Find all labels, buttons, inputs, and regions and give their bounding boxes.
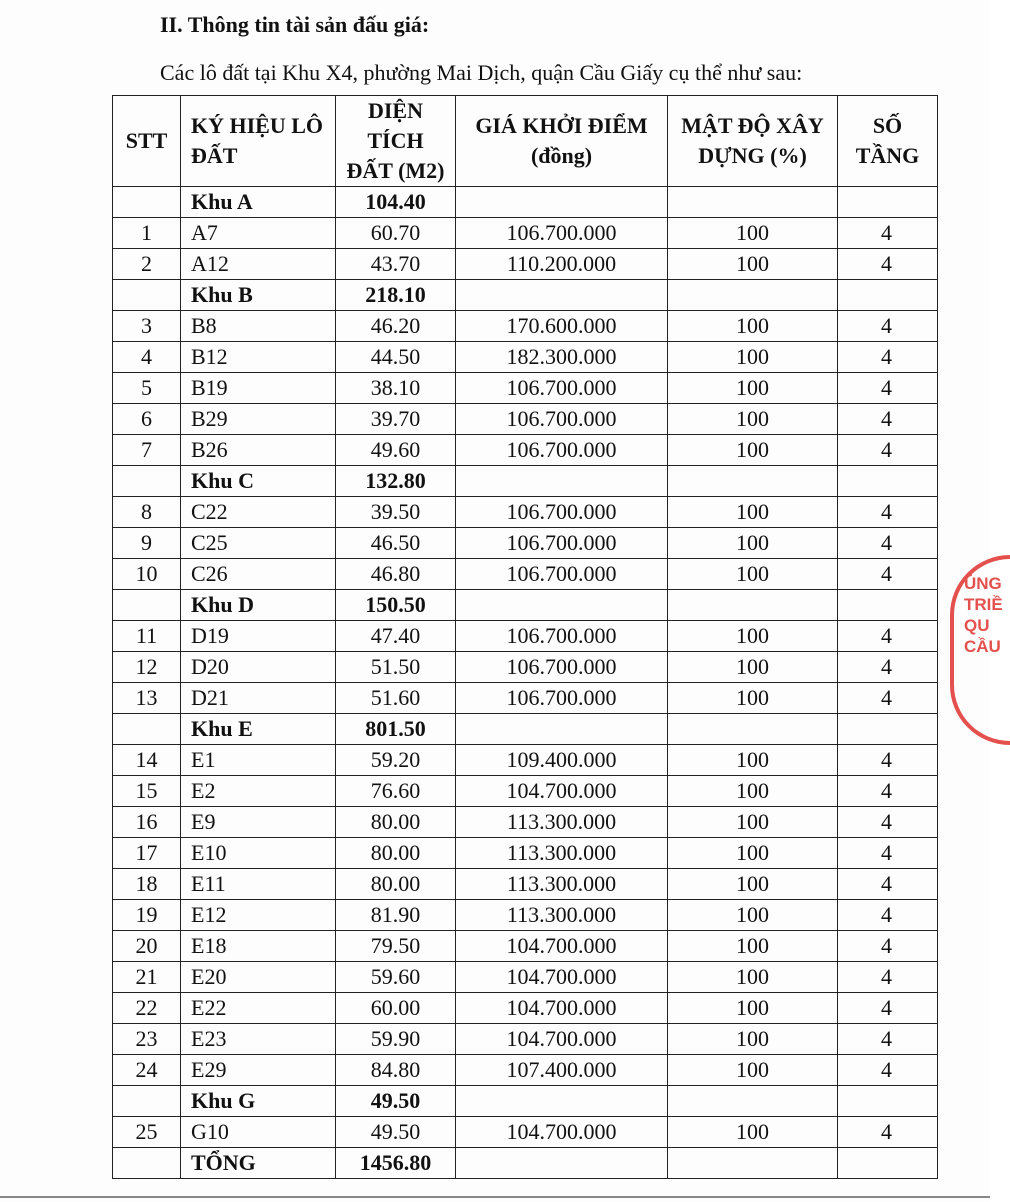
table-row: [113, 745, 938, 776]
table-row: [113, 1117, 938, 1148]
auction-assets-table: [112, 95, 938, 1179]
cell-lot-code: E1: [181, 745, 336, 776]
cell-building-density: 100: [668, 621, 838, 652]
cell-floors: 4: [838, 931, 938, 962]
cell-land-area: 46.20: [336, 311, 456, 342]
cell-lot-code: A12: [181, 249, 336, 280]
cell-stt: [113, 1086, 181, 1117]
table-row: [113, 342, 938, 373]
cell-lot-code: E20: [181, 962, 336, 993]
cell-stt: 2: [113, 249, 181, 280]
cell-starting-price: 106.700.000: [456, 497, 668, 528]
cell-starting-price: 106.700.000: [456, 559, 668, 590]
cell-building-density: 100: [668, 869, 838, 900]
cell-building-density: 100: [668, 528, 838, 559]
cell-lot-code: E2: [181, 776, 336, 807]
cell-floors: 4: [838, 621, 938, 652]
zone-row: [113, 280, 938, 311]
cell-building-density: 100: [668, 435, 838, 466]
cell-starting-price: 104.700.000: [456, 962, 668, 993]
cell-building-density: 100: [668, 652, 838, 683]
cell-land-area: 51.50: [336, 652, 456, 683]
cell-stt: 10: [113, 559, 181, 590]
cell-stt: 24: [113, 1055, 181, 1086]
cell-floors: 4: [838, 776, 938, 807]
cell-lot-code: D20: [181, 652, 336, 683]
cell-stt: 25: [113, 1117, 181, 1148]
cell-lot-code: C25: [181, 528, 336, 559]
cell-building-density: 100: [668, 497, 838, 528]
cell-starting-price: [456, 1148, 668, 1179]
cell-building-density: 100: [668, 218, 838, 249]
cell-land-area: 218.10: [336, 280, 456, 311]
cell-stt: 21: [113, 962, 181, 993]
table-row: [113, 838, 938, 869]
cell-lot-code: B29: [181, 404, 336, 435]
cell-starting-price: 104.700.000: [456, 993, 668, 1024]
section-title: II. Thông tin tài sản đấu giá:: [160, 12, 430, 37]
cell-land-area: 1456.80: [336, 1148, 456, 1179]
cell-building-density: [668, 466, 838, 497]
cell-land-area: 60.00: [336, 993, 456, 1024]
cell-starting-price: 104.700.000: [456, 776, 668, 807]
zone-row: [113, 1086, 938, 1117]
cell-land-area: 80.00: [336, 869, 456, 900]
cell-starting-price: 182.300.000: [456, 342, 668, 373]
cell-floors: 4: [838, 652, 938, 683]
cell-floors: 4: [838, 311, 938, 342]
cell-starting-price: 110.200.000: [456, 249, 668, 280]
cell-starting-price: 106.700.000: [456, 621, 668, 652]
header-building-density: MẬT ĐỘ XÂY DỰNG (%): [668, 96, 838, 187]
cell-stt: 11: [113, 621, 181, 652]
cell-stt: 7: [113, 435, 181, 466]
cell-starting-price: 106.700.000: [456, 435, 668, 466]
cell-lot-code: A7: [181, 218, 336, 249]
cell-building-density: 100: [668, 559, 838, 590]
cell-lot-code: D21: [181, 683, 336, 714]
header-land-area: DIỆN TÍCH ĐẤT (M2): [336, 96, 456, 187]
cell-land-area: 80.00: [336, 838, 456, 869]
cell-floors: 4: [838, 1024, 938, 1055]
cell-starting-price: 113.300.000: [456, 869, 668, 900]
cell-stt: [113, 280, 181, 311]
cell-lot-code: E12: [181, 900, 336, 931]
stamp-line: TRIỀ: [964, 595, 1003, 614]
cell-stt: 3: [113, 311, 181, 342]
cell-building-density: [668, 714, 838, 745]
cell-lot-code: Khu D: [181, 590, 336, 621]
cell-lot-code: B19: [181, 373, 336, 404]
total-row: [113, 1148, 938, 1179]
table-row: [113, 559, 938, 590]
cell-building-density: 100: [668, 1024, 838, 1055]
cell-building-density: 100: [668, 249, 838, 280]
table-header-row: [113, 96, 938, 187]
cell-lot-code: Khu C: [181, 466, 336, 497]
cell-building-density: 100: [668, 993, 838, 1024]
cell-building-density: 100: [668, 838, 838, 869]
header-floors: SỐ TẦNG: [838, 96, 938, 187]
cell-building-density: 100: [668, 776, 838, 807]
cell-stt: 20: [113, 931, 181, 962]
cell-building-density: 100: [668, 962, 838, 993]
red-seal-stamp: [950, 555, 1010, 745]
cell-floors: 4: [838, 559, 938, 590]
cell-floors: 4: [838, 900, 938, 931]
cell-lot-code: TỔNG: [181, 1148, 336, 1179]
cell-starting-price: 104.700.000: [456, 931, 668, 962]
cell-starting-price: 113.300.000: [456, 807, 668, 838]
cell-lot-code: Khu B: [181, 280, 336, 311]
cell-land-area: 150.50: [336, 590, 456, 621]
cell-stt: 15: [113, 776, 181, 807]
cell-land-area: 79.50: [336, 931, 456, 962]
table-row: [113, 776, 938, 807]
cell-stt: 22: [113, 993, 181, 1024]
cell-floors: 4: [838, 993, 938, 1024]
cell-starting-price: 106.700.000: [456, 683, 668, 714]
cell-stt: 18: [113, 869, 181, 900]
cell-floors: 4: [838, 528, 938, 559]
table-row: [113, 931, 938, 962]
header-starting-price: GIÁ KHỞI ĐIỂM (đồng): [456, 96, 668, 187]
table-row: [113, 900, 938, 931]
cell-building-density: [668, 1148, 838, 1179]
cell-lot-code: E22: [181, 993, 336, 1024]
intro-text: Các lô đất tại Khu X4, phường Mai Dịch, quận Cầu Giấy cụ thể như sau:: [160, 60, 803, 85]
cell-starting-price: 106.700.000: [456, 528, 668, 559]
cell-building-density: 100: [668, 342, 838, 373]
cell-land-area: 59.90: [336, 1024, 456, 1055]
cell-land-area: 49.50: [336, 1117, 456, 1148]
cell-building-density: 100: [668, 1117, 838, 1148]
cell-starting-price: [456, 714, 668, 745]
cell-stt: 16: [113, 807, 181, 838]
cell-floors: [838, 187, 938, 218]
cell-starting-price: 104.700.000: [456, 1024, 668, 1055]
cell-lot-code: B8: [181, 311, 336, 342]
cell-lot-code: B12: [181, 342, 336, 373]
cell-starting-price: [456, 1086, 668, 1117]
cell-starting-price: 106.700.000: [456, 404, 668, 435]
cell-stt: 8: [113, 497, 181, 528]
table-row: [113, 218, 938, 249]
cell-land-area: 49.60: [336, 435, 456, 466]
cell-building-density: 100: [668, 807, 838, 838]
cell-starting-price: 113.300.000: [456, 900, 668, 931]
cell-building-density: 100: [668, 745, 838, 776]
cell-starting-price: [456, 590, 668, 621]
cell-starting-price: 106.700.000: [456, 218, 668, 249]
cell-land-area: 84.80: [336, 1055, 456, 1086]
cell-floors: 4: [838, 404, 938, 435]
cell-land-area: 80.00: [336, 807, 456, 838]
cell-floors: 4: [838, 497, 938, 528]
cell-building-density: 100: [668, 404, 838, 435]
table-row: [113, 1024, 938, 1055]
cell-starting-price: 107.400.000: [456, 1055, 668, 1086]
cell-land-area: 43.70: [336, 249, 456, 280]
cell-lot-code: B26: [181, 435, 336, 466]
cell-floors: 4: [838, 683, 938, 714]
cell-stt: 12: [113, 652, 181, 683]
cell-stt: [113, 466, 181, 497]
cell-lot-code: E9: [181, 807, 336, 838]
cell-floors: 4: [838, 962, 938, 993]
cell-stt: [113, 590, 181, 621]
header-stt: STT: [113, 96, 181, 187]
table-row: [113, 621, 938, 652]
cell-land-area: 39.70: [336, 404, 456, 435]
cell-building-density: 100: [668, 900, 838, 931]
table-body: [113, 187, 938, 1179]
table-row: [113, 807, 938, 838]
table-row: [113, 962, 938, 993]
cell-stt: 6: [113, 404, 181, 435]
cell-stt: 5: [113, 373, 181, 404]
table-row: [113, 528, 938, 559]
cell-starting-price: 106.700.000: [456, 373, 668, 404]
zone-row: [113, 714, 938, 745]
zone-row: [113, 590, 938, 621]
cell-building-density: 100: [668, 1055, 838, 1086]
table-row: [113, 993, 938, 1024]
table-row: [113, 1055, 938, 1086]
cell-land-area: 39.50: [336, 497, 456, 528]
cell-land-area: 81.90: [336, 900, 456, 931]
cell-floors: [838, 466, 938, 497]
cell-floors: 4: [838, 869, 938, 900]
table-row: [113, 249, 938, 280]
cell-floors: 4: [838, 1117, 938, 1148]
cell-stt: 17: [113, 838, 181, 869]
cell-lot-code: Khu E: [181, 714, 336, 745]
cell-stt: 1: [113, 218, 181, 249]
cell-building-density: 100: [668, 931, 838, 962]
cell-stt: [113, 714, 181, 745]
cell-stt: 19: [113, 900, 181, 931]
cell-floors: 4: [838, 249, 938, 280]
page-bottom-edge: [0, 1196, 990, 1198]
cell-lot-code: Khu G: [181, 1086, 336, 1117]
cell-starting-price: 113.300.000: [456, 838, 668, 869]
stamp-line: QU: [964, 616, 990, 635]
table-row: [113, 869, 938, 900]
cell-floors: [838, 1148, 938, 1179]
cell-floors: [838, 714, 938, 745]
table-row: [113, 404, 938, 435]
cell-floors: [838, 590, 938, 621]
cell-building-density: [668, 1086, 838, 1117]
cell-stt: 9: [113, 528, 181, 559]
cell-lot-code: E18: [181, 931, 336, 962]
cell-floors: [838, 280, 938, 311]
cell-floors: 4: [838, 838, 938, 869]
cell-starting-price: [456, 466, 668, 497]
cell-building-density: 100: [668, 373, 838, 404]
cell-lot-code: C26: [181, 559, 336, 590]
table-row: [113, 435, 938, 466]
cell-floors: [838, 1086, 938, 1117]
cell-floors: 4: [838, 807, 938, 838]
zone-row: [113, 187, 938, 218]
cell-land-area: 59.20: [336, 745, 456, 776]
cell-stt: [113, 187, 181, 218]
cell-floors: 4: [838, 1055, 938, 1086]
cell-starting-price: [456, 187, 668, 218]
cell-lot-code: E10: [181, 838, 336, 869]
cropped-top-line: [160, 0, 960, 6]
cell-land-area: 51.60: [336, 683, 456, 714]
cell-stt: 13: [113, 683, 181, 714]
cell-lot-code: E11: [181, 869, 336, 900]
cell-land-area: 132.80: [336, 466, 456, 497]
cell-land-area: 60.70: [336, 218, 456, 249]
header-lot-code: KÝ HIỆU LÔ ĐẤT: [181, 96, 336, 187]
cell-floors: 4: [838, 342, 938, 373]
cell-lot-code: G10: [181, 1117, 336, 1148]
cell-building-density: [668, 280, 838, 311]
cell-land-area: 47.40: [336, 621, 456, 652]
cell-floors: 4: [838, 218, 938, 249]
cell-land-area: 46.80: [336, 559, 456, 590]
cell-starting-price: [456, 280, 668, 311]
cell-land-area: 59.60: [336, 962, 456, 993]
cell-land-area: 76.60: [336, 776, 456, 807]
zone-row: [113, 466, 938, 497]
table-row: [113, 311, 938, 342]
cell-floors: 4: [838, 373, 938, 404]
cell-land-area: 801.50: [336, 714, 456, 745]
cell-land-area: 49.50: [336, 1086, 456, 1117]
cell-building-density: [668, 590, 838, 621]
cell-lot-code: E23: [181, 1024, 336, 1055]
cell-stt: 4: [113, 342, 181, 373]
cell-starting-price: 109.400.000: [456, 745, 668, 776]
table-row: [113, 683, 938, 714]
cell-lot-code: E29: [181, 1055, 336, 1086]
cell-building-density: 100: [668, 683, 838, 714]
cell-stt: [113, 1148, 181, 1179]
table-row: [113, 497, 938, 528]
stamp-line: CẦU: [964, 637, 1001, 656]
cell-stt: 14: [113, 745, 181, 776]
cell-stt: 23: [113, 1024, 181, 1055]
cell-starting-price: 170.600.000: [456, 311, 668, 342]
cell-floors: 4: [838, 435, 938, 466]
cell-starting-price: 106.700.000: [456, 652, 668, 683]
cell-lot-code: D19: [181, 621, 336, 652]
cell-building-density: [668, 187, 838, 218]
cell-land-area: 46.50: [336, 528, 456, 559]
stamp-line: ỦNG: [964, 574, 1002, 593]
cell-building-density: 100: [668, 311, 838, 342]
cell-lot-code: C22: [181, 497, 336, 528]
cell-floors: 4: [838, 745, 938, 776]
cell-land-area: 104.40: [336, 187, 456, 218]
cell-starting-price: 104.700.000: [456, 1117, 668, 1148]
table-row: [113, 652, 938, 683]
cell-lot-code: Khu A: [181, 187, 336, 218]
cell-land-area: 44.50: [336, 342, 456, 373]
cell-land-area: 38.10: [336, 373, 456, 404]
table-row: [113, 373, 938, 404]
